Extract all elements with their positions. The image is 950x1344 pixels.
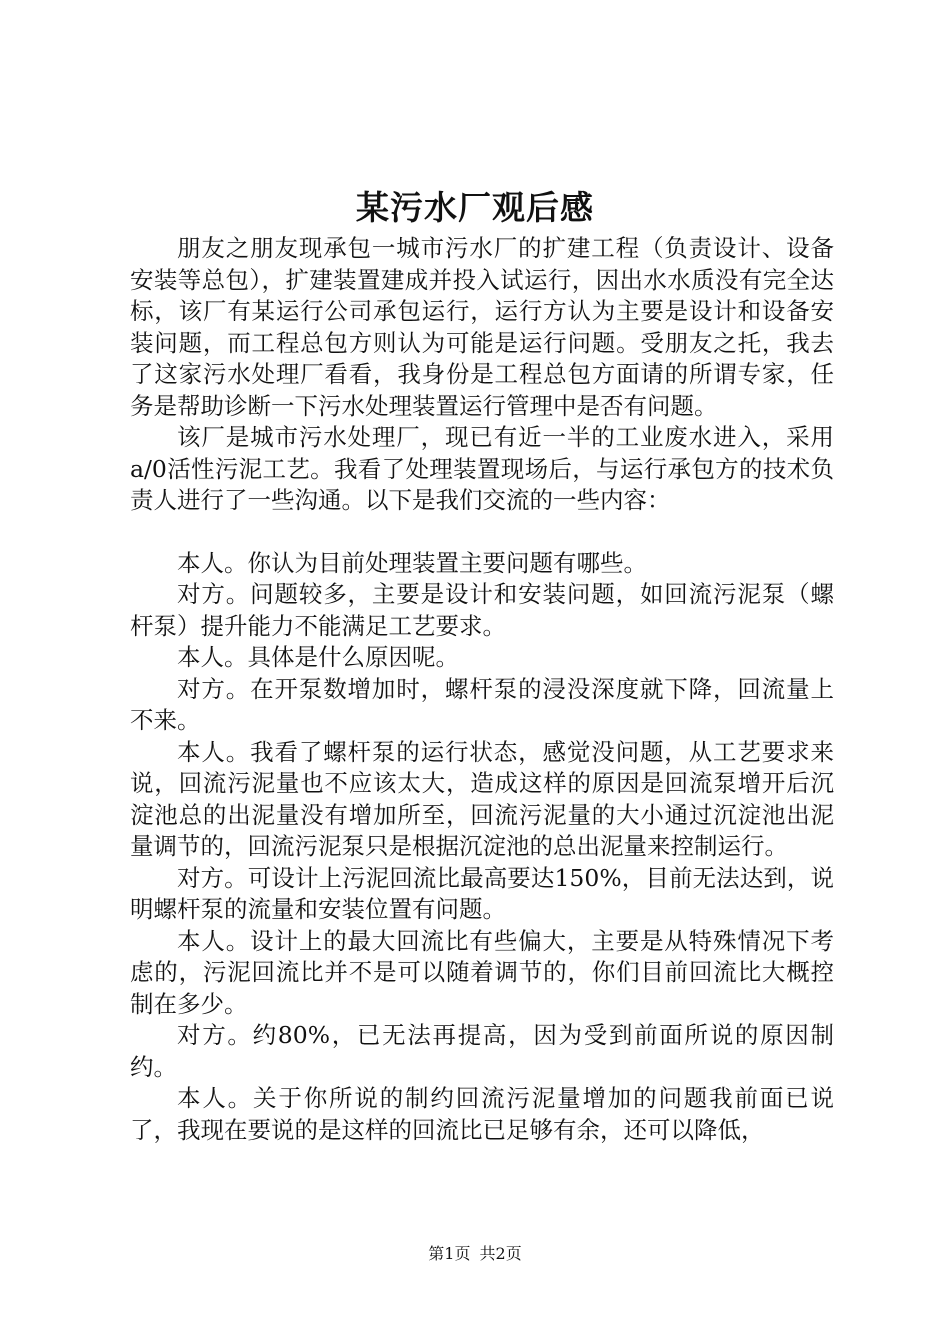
paragraph: 朋友之朋友现承包一城市污水厂的扩建工程（负责设计、设备安装等总包），扩建装置建成并投入试运行，因出水水质没有完全达标，该厂有某运行公司承包运行，运行方认为主要是设计和设备安装问题，而工程总包方则认为可能是运行问题。受朋友之托，我去了这家污水处理厂看看，我身份是工程总包方面请的所谓专家，任务是帮助诊断一下污水处理装置运行管理中是否有问题。 <box>130 234 834 420</box>
paragraph: 本人。你认为目前处理装置主要问题有哪些。 <box>177 548 647 577</box>
paragraph: 该厂是城市污水处理厂，现已有近一半的工业废水进入，采用a/0活性污泥工艺。我看了处理装置现场后，与运行承包方的技术负责人进行了一些沟通。以下是我们交流的一些内容： <box>130 423 834 514</box>
paragraph: 对方。在开泵数增加时，螺杆泵的浸没深度就下降，回流量上不来。 <box>130 674 834 734</box>
paragraph: 对方。可设计上污泥回流比最高要达150%，目前无法达到，说明螺杆泵的流量和安装位置有问题。 <box>130 863 834 923</box>
document-body <box>130 233 834 1146</box>
paragraph: 本人。具体是什么原因呢。 <box>177 643 459 671</box>
paragraph: 本人。设计上的最大回流比有些偏大，主要是从特殊情况下考虑的，污泥回流比并不是可以随着调节的，你们目前回流比大概控制在多少。 <box>130 926 834 1018</box>
page-total: 共2页 <box>479 1244 522 1263</box>
paragraph: 对方。问题较多，主要是设计和安装问题，如回流污泥泵（螺杆泵）提升能力不能满足工艺要求。 <box>130 580 834 640</box>
paragraph: 对方。约80%，已无法再提高，因为受到前面所说的原因制约。 <box>130 1021 834 1081</box>
page-title: 某污水厂观后感 <box>356 188 594 227</box>
page-number: 第1页 <box>428 1244 471 1263</box>
page-footer <box>0 1244 950 1264</box>
paragraph: 本人。我看了螺杆泵的运行状态，感觉没问题，从工艺要求来说，回流污泥量也不应该太大，造成这样的原因是回流泵增开后沉淀池总的出泥量没有增加所至，回流污泥量的大小通过沉淀池出泥量调节的，回流污泥泵只是根据沉淀池的总出泥量来控制运行。 <box>130 737 834 860</box>
paragraph: 本人。关于你所说的制约回流污泥量增加的问题我前面已说了，我现在要说的是这样的回流比已足够有余，还可以降低， <box>130 1084 834 1144</box>
